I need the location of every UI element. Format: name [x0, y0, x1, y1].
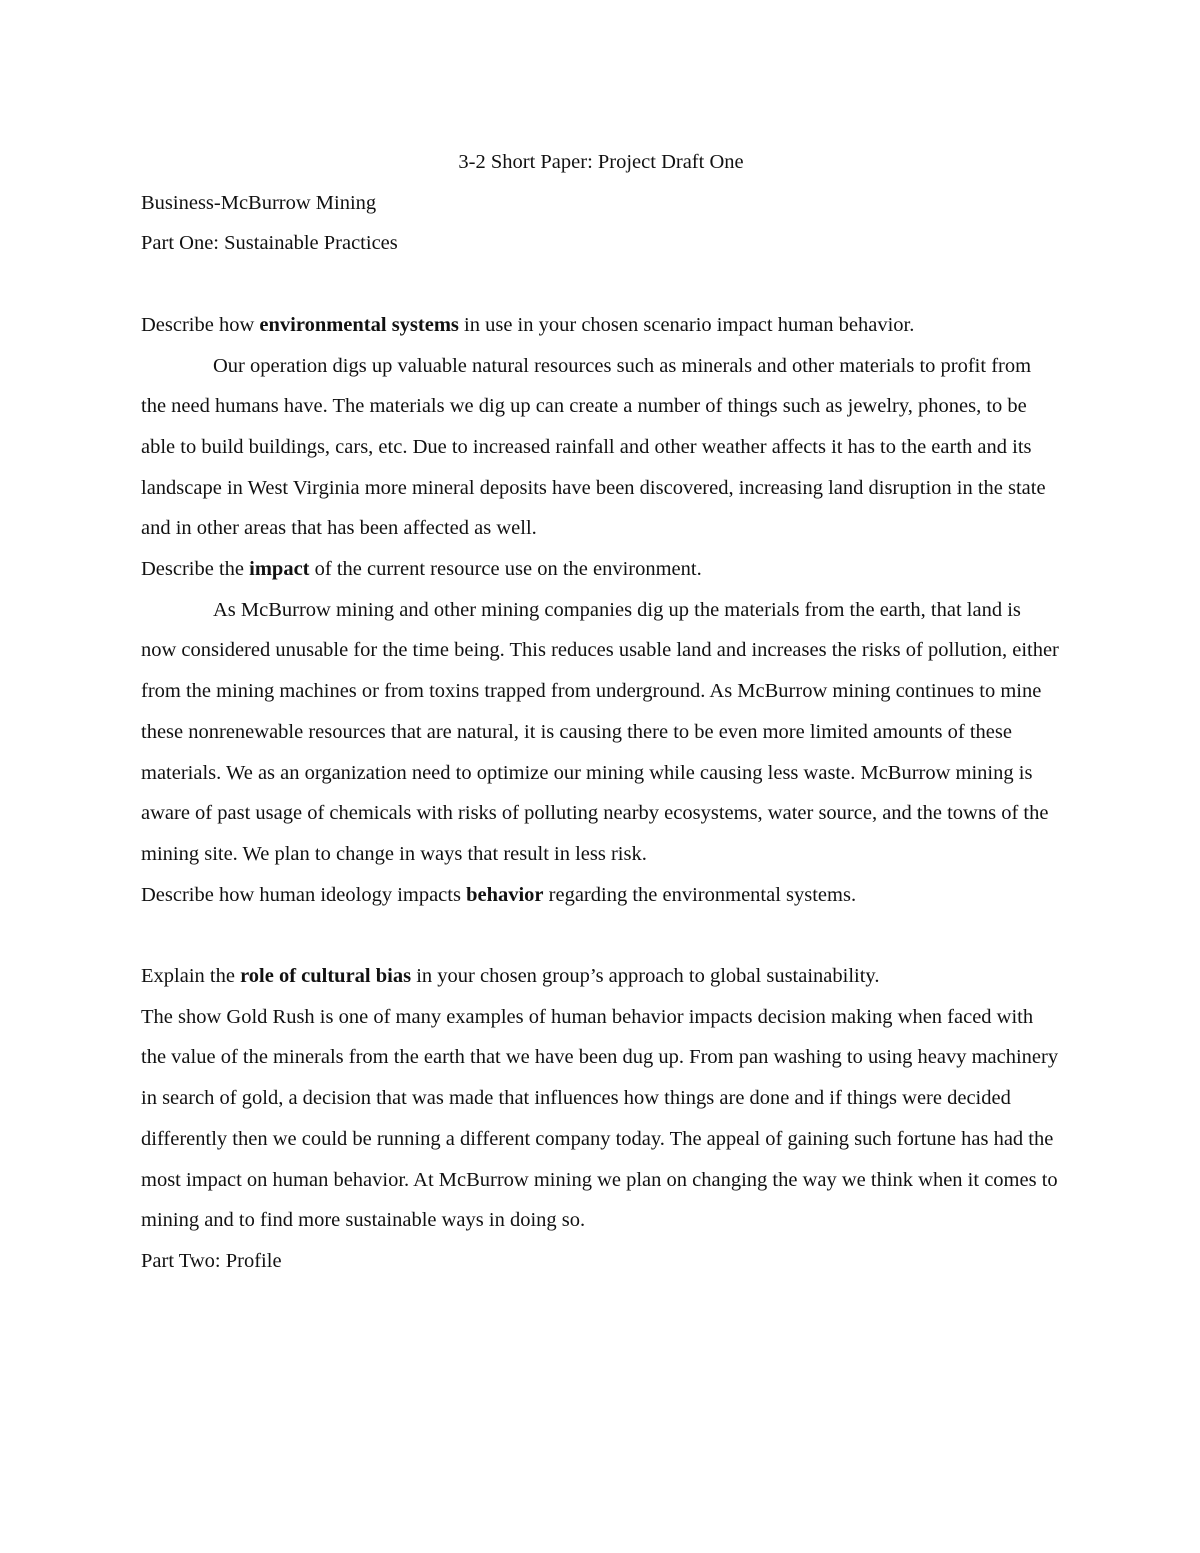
answer-environmental-systems: Our operation digs up valuable natural resources such as minerals and other materials to profit from the need humans have. The materials we dig up can create a number of things such as jewelry, phones, to be able to build buildings, cars, etc. Due to increased rainfall and other weather affects it has to the earth and its landscape in West Virginia more mineral deposits have been discovered, increasing land disruption in the state and in other areas that has been affected as well. [141, 354, 1046, 540]
blank-line [141, 264, 1061, 305]
document-title: 3-2 Short Paper: Project Draft One [458, 151, 744, 173]
question-environmental-systems: Describe how environmental systems in use in your chosen scenario impact human behavior. [141, 313, 915, 336]
question-cultural-bias: Explain the role of cultural bias in your chosen group’s approach to global sustainability. [141, 965, 880, 988]
blank-line [141, 915, 1061, 956]
part-one-heading: Part One: Sustainable Practices [141, 232, 398, 255]
business-line: Business-McBurrow Mining [141, 191, 377, 214]
question-behavior: Describe how human ideology impacts behavior regarding the environmental systems. [141, 883, 857, 906]
answer-cultural-bias: The show Gold Rush is one of many examples of human behavior impacts decision making when faced with the value of the minerals from the earth that we have been dug up. From pan washing to using heavy machinery in search of gold, a decision that was made that influences how things are done and if things were decided differently then we could be running a different company today. The appeal of gaining such fortune has had the most impact on human behavior. At McBurrow mining we plan on changing the way we think when it comes to mining and to find more sustainable ways in doing so. [141, 1005, 1059, 1232]
question-impact: Describe the impact of the current resource use on the environment. [141, 558, 702, 581]
part-two-heading: Part Two: Profile [141, 1249, 282, 1272]
answer-impact: As McBurrow mining and other mining companies dig up the materials from the earth, that land is now considered unusable for the time being. This reduces usable land and increases the risks of pollution, either from the mining machines or from toxins trapped from underground. As McBurrow mining continues to mine these nonrenewable resources that are natural, it is causing there to be even more limited amounts of these materials. We as an organization need to optimize our mining while causing less waste. McBurrow mining is aware of past usage of chemicals with risks of polluting nearby ecosystems, water source, and the towns of the mining site. We plan to change in ways that result in less risk. [141, 598, 1059, 865]
document-body [141, 142, 1061, 1282]
